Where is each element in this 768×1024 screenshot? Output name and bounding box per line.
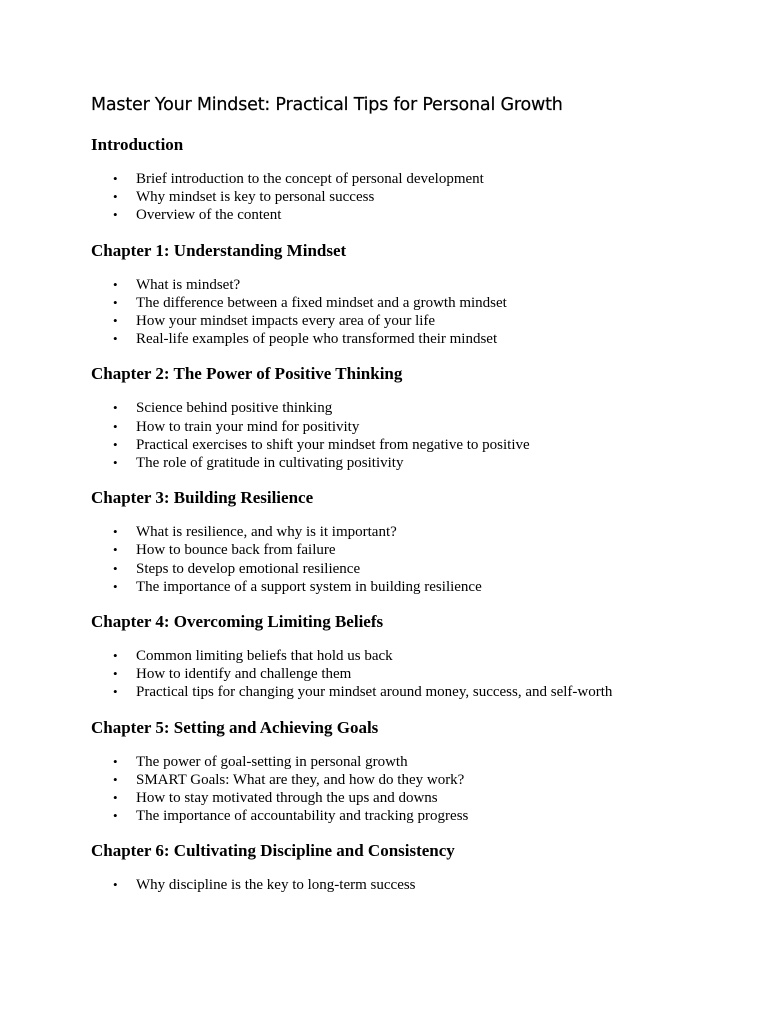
bullet-icon: • — [113, 400, 118, 416]
list-item — [91, 647, 731, 665]
list-item-text: SMART Goals: What are they, and how do they work? — [136, 771, 465, 788]
list-item-text: How to train your mind for positivity — [136, 418, 360, 435]
bullet-list — [91, 647, 731, 702]
section-heading: Chapter 5: Setting and Achieving Goals — [91, 717, 379, 737]
list-item — [91, 807, 731, 825]
list-item-text: How to stay motivated through the ups and downs — [136, 790, 438, 807]
list-item — [91, 789, 731, 807]
bullet-list — [91, 753, 731, 826]
bullet-icon: • — [113, 648, 118, 664]
list-item — [91, 541, 731, 559]
list-item-text: The importance of accountability and tracking progress — [136, 808, 469, 825]
list-item-text: The role of gratitude in cultivating positivity — [136, 455, 404, 472]
bullet-icon: • — [113, 753, 118, 769]
bullet-icon: • — [113, 455, 118, 471]
list-item-text: What is mindset? — [136, 276, 241, 293]
section-heading: Chapter 4: Overcoming Limiting Beliefs — [91, 612, 384, 632]
section-heading: Chapter 3: Building Resilience — [91, 488, 314, 508]
list-item — [91, 560, 731, 578]
list-item-text: Science behind positive thinking — [136, 400, 333, 417]
list-item — [91, 436, 731, 454]
list-item — [91, 188, 731, 206]
document-body — [91, 134, 731, 895]
list-item — [91, 294, 731, 312]
bullet-icon: • — [113, 189, 118, 205]
list-item-text: The power of goal-setting in personal growth — [136, 753, 408, 770]
bullet-list — [91, 523, 731, 596]
bullet-icon: • — [113, 171, 118, 186]
section-heading: Introduction — [91, 135, 184, 154]
bullet-list — [91, 876, 731, 894]
list-item — [91, 206, 731, 224]
list-item-text: The importance of a support system in building resilience — [136, 578, 482, 595]
list-item — [91, 454, 731, 472]
list-item — [91, 876, 731, 894]
bullet-icon: • — [113, 560, 118, 576]
list-item-text: Real-life examples of people who transformed their mindset — [136, 331, 498, 348]
bullet-icon: • — [113, 877, 118, 893]
list-item — [91, 578, 731, 596]
bullet-icon: • — [113, 524, 118, 540]
list-item — [91, 753, 731, 771]
list-item-text: Why mindset is key to personal success — [136, 189, 375, 206]
bullet-icon: • — [113, 666, 118, 682]
list-item-text: How to identify and challenge them — [136, 666, 352, 683]
list-item — [91, 399, 731, 417]
list-item — [91, 312, 731, 330]
list-item — [91, 418, 731, 436]
section-heading: Chapter 6: Cultivating Discipline and Consistency — [91, 841, 455, 861]
bullet-icon: • — [113, 771, 118, 787]
bullet-icon: • — [113, 207, 118, 223]
list-item-text: The difference between a fixed mindset and a growth mindset — [136, 294, 507, 311]
list-item-text: Overview of the content — [136, 207, 282, 224]
bullet-icon: • — [113, 276, 118, 292]
list-item — [91, 683, 731, 701]
list-item-text: Why discipline is the key to long-term success — [136, 877, 416, 894]
list-item — [91, 771, 731, 789]
list-item-text: Common limiting beliefs that hold us back — [136, 648, 393, 665]
list-item-text: Practical tips for changing your mindset around money, success, and self-worth — [136, 684, 613, 701]
bullet-list — [91, 170, 731, 225]
bullet-icon: • — [113, 578, 118, 594]
list-item — [91, 665, 731, 683]
list-item — [91, 523, 731, 541]
bullet-icon: • — [113, 684, 118, 700]
bullet-icon: • — [113, 294, 118, 310]
list-item-text: How to bounce back from failure — [136, 542, 336, 559]
bullet-list — [91, 399, 731, 472]
list-item — [91, 330, 731, 348]
section-heading: Chapter 1: Understanding Mindset — [91, 240, 347, 260]
list-item-text: Brief introduction to the concept of personal development — [136, 171, 484, 187]
document-title: Master Your Mindset: Practical Tips for Personal Growth — [91, 95, 563, 115]
bullet-icon: • — [113, 808, 118, 824]
list-item-text: Practical exercises to shift your mindset from negative to positive — [136, 436, 530, 453]
list-item — [91, 276, 731, 294]
bullet-icon: • — [113, 790, 118, 806]
bullet-icon: • — [113, 418, 118, 434]
list-item-text: Steps to develop emotional resilience — [136, 560, 361, 577]
section-heading: Chapter 2: The Power of Positive Thinking — [91, 364, 403, 384]
bullet-list — [91, 276, 731, 349]
list-item-text: What is resilience, and why is it important? — [136, 524, 397, 541]
bullet-icon: • — [113, 542, 118, 558]
bullet-icon: • — [113, 313, 118, 329]
document-page — [91, 93, 731, 910]
bullet-icon: • — [113, 331, 118, 347]
list-item-text: How your mindset impacts every area of your life — [136, 313, 436, 330]
bullet-icon: • — [113, 436, 118, 452]
list-item — [91, 170, 731, 188]
